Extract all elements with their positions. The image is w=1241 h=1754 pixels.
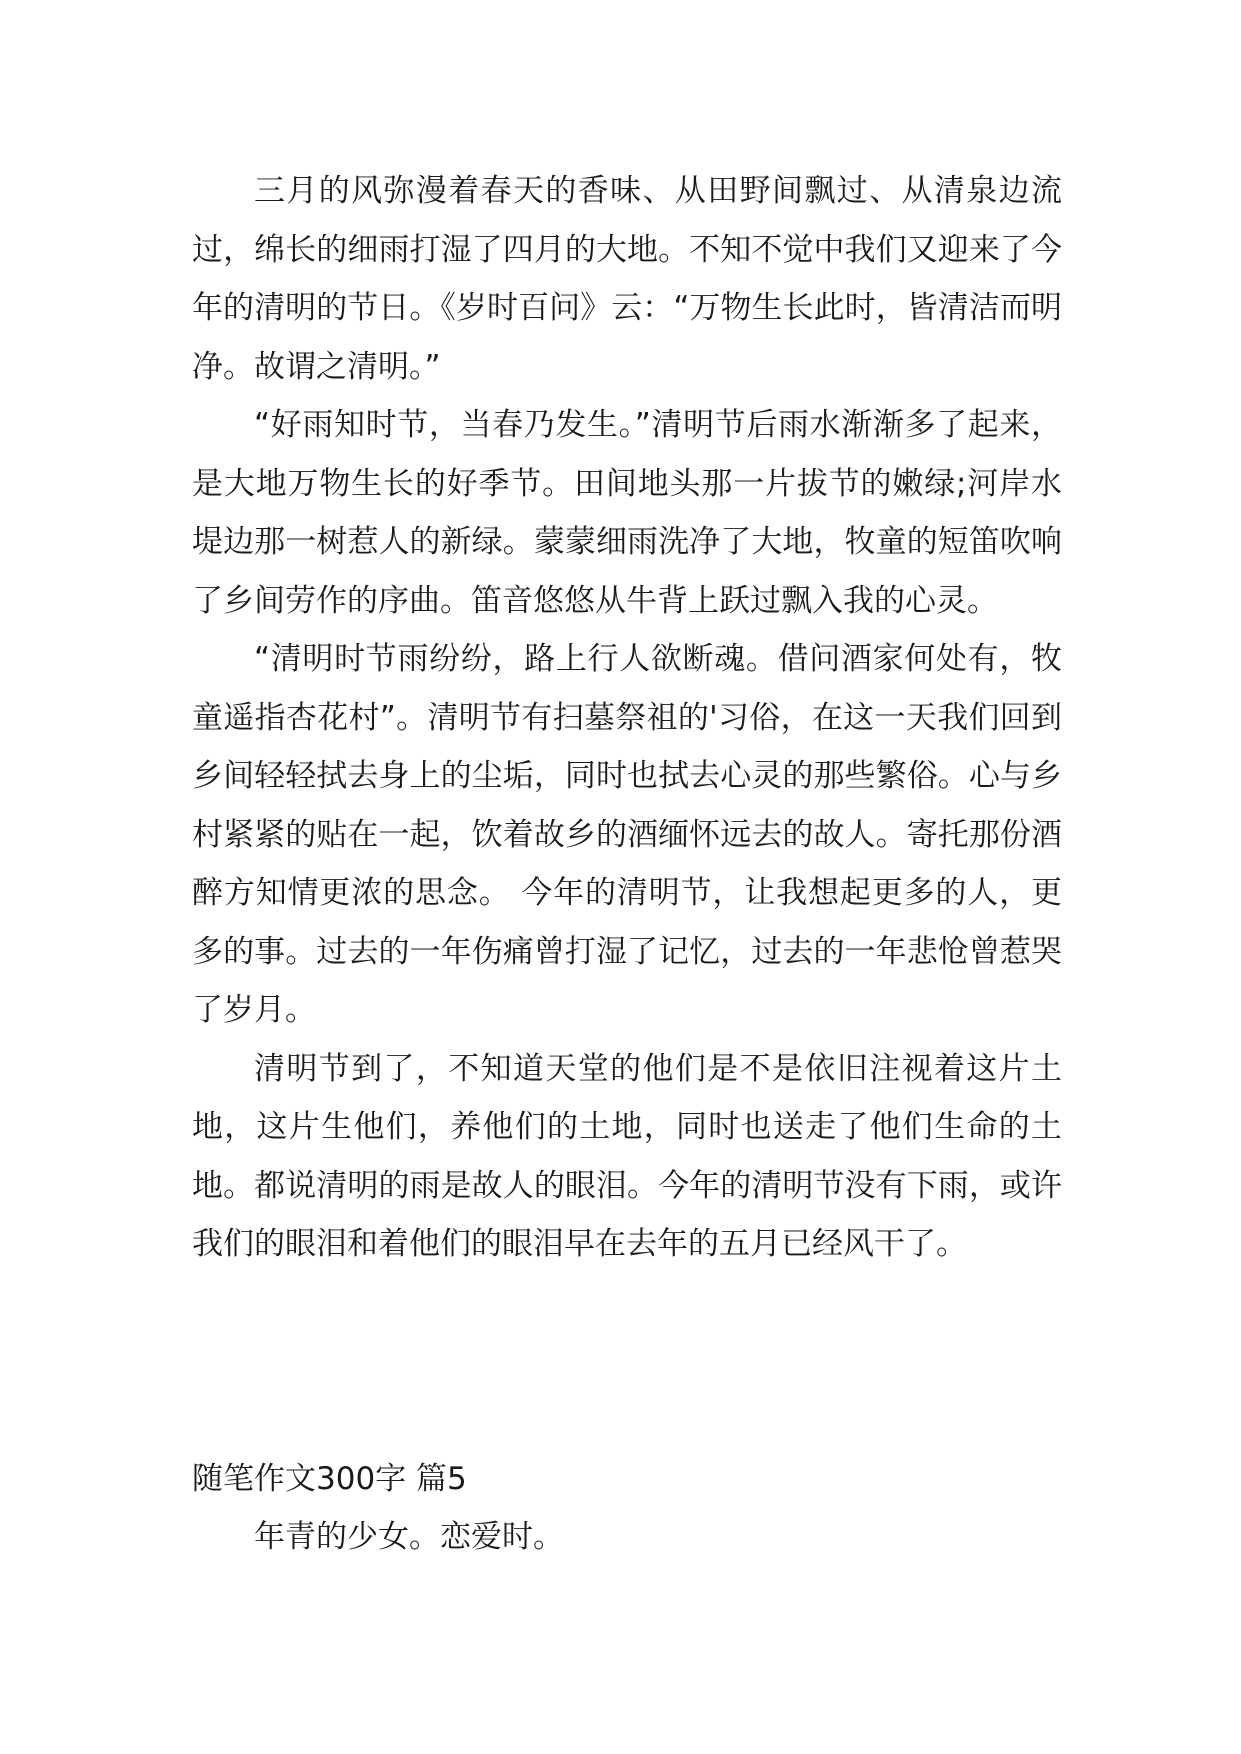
article-body <box>192 162 1062 1274</box>
paragraph-1: 三月的风弥漫着春天的香味、从田野间飘过、从清泉边流过，绵长的细雨打湿了四月的大地。不知不觉中我们又迎来了今年的清明的节日。《岁时百问》云：“万物生长此时，皆清洁而明净。故谓之清明。” <box>192 173 1062 385</box>
paragraph-3: “清明时节雨纷纷，路上行人欲断魂。借问酒家何处有，牧童遥指杏花村”。清明节有扫墓祭祖的'习俗，在这一天我们回到乡间轻轻拭去身上的尘垢，同时也拭去心灵的那些繁俗。心与乡村紧紧的贴在一起，饮着故乡的酒缅怀远去的故人。寄托那份酒醉方知情更浓的思念。 今年的清明节，让我想起更多的人，更多的事。过去的一年伤痛曾打湿了记忆，过去的一年悲怆曾惹哭了岁月。 <box>192 641 1062 1028</box>
section-heading: 随笔作文300字 篇5 <box>192 1461 467 1497</box>
paragraph-4: 清明节到了，不知道天堂的他们是不是依旧注视着这片土地，这片生他们，养他们的土地，同时也送走了他们生命的土地。都说清明的雨是故人的眼泪。今年的清明节没有下雨，或许我们的眼泪和着他们的眼泪早在去年的五月已经风干了。 <box>192 1050 1062 1262</box>
paragraph-2: “好雨知时节，当春乃发生。”清明节后雨水渐渐多了起来，是大地万物生长的好季节。田间地头那一片拔节的嫩绿;河岸水堤边那一树惹人的新绿。蒙蒙细雨洗净了大地，牧童的短笛吹响了乡间劳作的序曲。笛音悠悠从牛背上跃过飘入我的心灵。 <box>192 407 1062 619</box>
section-paragraph: 年青的少女。恋爱时。 <box>254 1519 564 1555</box>
